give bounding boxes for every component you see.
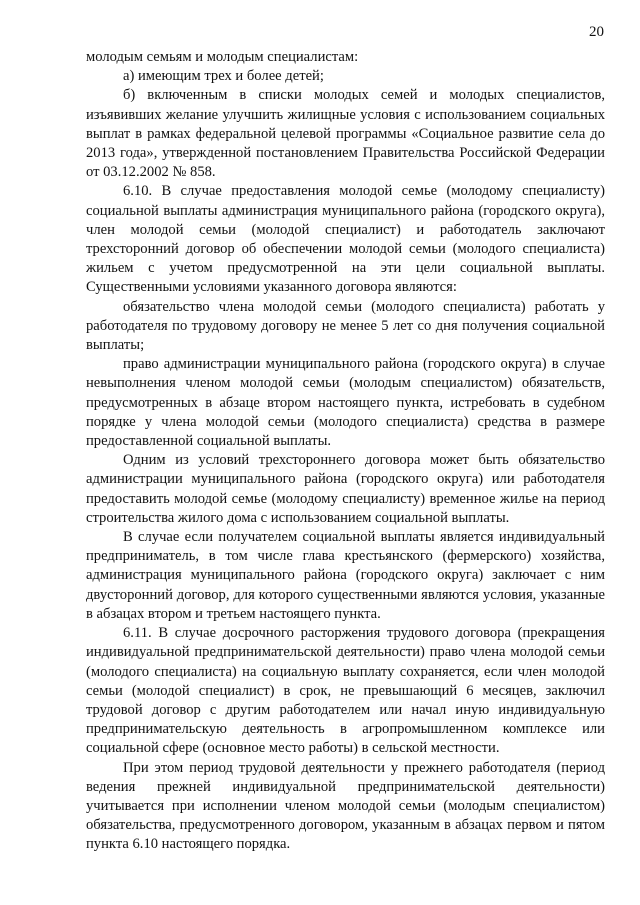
paragraph: 6.10. В случае предоставления молодой семье (молодому специалисту) социальной выплаты администрация муниципального района (городского округа), член молодой семьи (молодой специалист) и работодатель заключают трехсторонний договор об обеспечении молодой семьи (молодого специалиста) жильем с учетом предусмотренной на эти цели социальной выплаты. Существенными условиями указанного договора являются: <box>86 183 605 296</box>
paragraph: При этом период трудовой деятельности у прежнего работодателя (период ведения прежней индивидуальной предпринимательской деятельности) учитывается при исполнении членом молодой семьи (молодым специалистом) обязательства, предусмотренного договором, указанным в абзацах первом и пятом пункта 6.10 настоящего порядка. <box>86 759 605 853</box>
paragraph: Одним из условий трехстороннего договора может быть обязательство администрации муниципального района (городского округа) или работодателя предоставить молодой семье (молодому специалисту) временное жилье на период строительства жилого дома с использованием социальной выплаты. <box>86 452 605 526</box>
paragraph: б) включенным в списки молодых семей и молодых специалистов, изъявивших желание улучшить жилищные условия с использованием социальных выплат в рамках федеральной целевой программы «Социальное развитие села до 2013 года», утвержденной постановлением Правительства Российской Федерации от 03.12.2002 № 858. <box>86 87 605 181</box>
paragraph: 6.11. В случае досрочного расторжения трудового договора (прекращения индивидуальной предпринимательской деятельности) право члена молодой семьи (молодого специалиста) на социальную выплату сохраняется, если член молодой семьи (молодой специалист) в срок, не превышающий 6 месяцев, заключил трудовой договор с другим работодателем или начал иную индивидуальную предпринимательскую деятельность в агропромышленном комплексе или социальной сфере (основное место работы) в сельской местности. <box>86 625 605 757</box>
document-body <box>86 48 605 855</box>
paragraph: обязательство члена молодой семьи (молодого специалиста) работать у работодателя по трудовому договору не менее 5 лет со дня получения социальной выплаты; <box>86 298 605 354</box>
paragraph: а) имеющим трех и более детей; <box>123 68 324 85</box>
paragraph: В случае если получателем социальной выплаты является индивидуальный предприниматель, в том числе глава крестьянского (фермерского) хозяйства, администрация муниципального района (городского округа) заключает с ним двусторонний договор, для которого существенными являются условия, указанные в абзацах втором и третьем настоящего пункта. <box>86 529 605 622</box>
paragraph: молодым семьям и молодым специалистам: <box>86 49 359 65</box>
paragraph: право администрации муниципального района (городского округа) в случае невыполнения членом молодой семьи (молодым специалистом) обязательств, предусмотренных в абзаце втором настоящего пункта, истребовать в судебном порядке у члена молодой семьи (молодого специалиста) средства в размере предоставленной социальной выплаты. <box>86 356 605 450</box>
page-number: 20 <box>589 24 604 40</box>
